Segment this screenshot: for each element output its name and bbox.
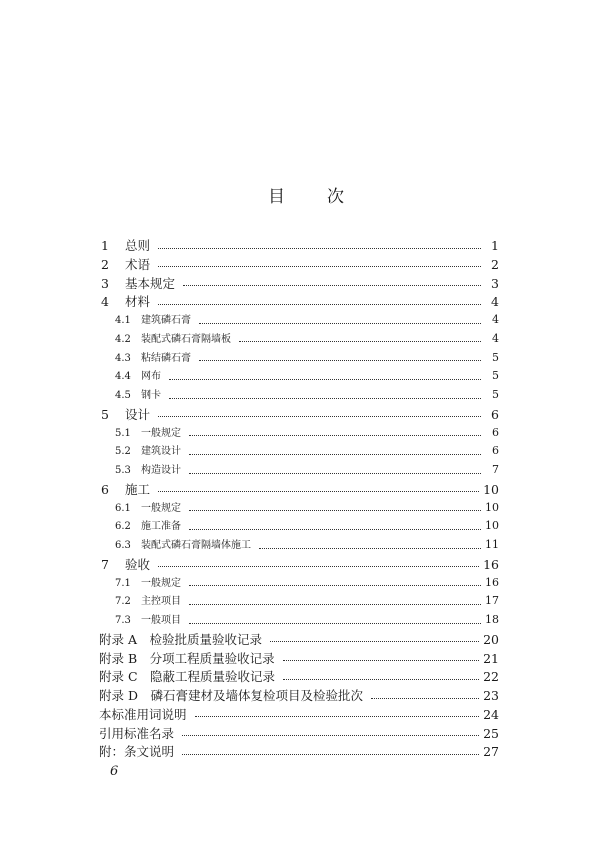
toc-leader-dots (158, 248, 481, 249)
toc-entry[interactable] (99, 742, 499, 760)
toc-entry-label: 基本规定 (125, 275, 176, 291)
toc-entry-label: 验收 (125, 556, 151, 572)
toc-entry[interactable] (99, 255, 499, 273)
toc-entry-page: 6 (492, 425, 499, 439)
toc-leader-dots (259, 548, 481, 549)
toc-entry-number: 6.3 (115, 540, 131, 551)
toc-leader-dots (169, 398, 481, 399)
toc-title (0, 182, 612, 207)
toc-entry-label: 施工准备 (141, 521, 181, 533)
toc-leader-dots (189, 454, 481, 455)
toc-entry-label: 构造设计 (141, 465, 181, 476)
toc-entry-page: 4 (492, 313, 499, 326)
toc-entry[interactable] (99, 274, 499, 292)
toc-entry-page: 23 (483, 688, 499, 703)
toc-entry[interactable] (99, 330, 499, 348)
toc-entry-page: 20 (483, 631, 499, 647)
toc-entry-page: 1 (491, 238, 499, 253)
toc-entry-page: 18 (485, 613, 499, 626)
toc-entry-page: 7 (492, 463, 499, 476)
toc-entry-label: 附录 D 磷石膏建材及墙体复检项目及检验批次 (99, 688, 363, 703)
toc-leader-dots (239, 341, 481, 342)
toc-entry-page: 16 (483, 556, 499, 572)
toc-entry[interactable] (99, 311, 499, 329)
toc-title-part2: 次 (327, 187, 344, 207)
toc-leader-dots (182, 735, 479, 736)
toc-entry-number: 3 (101, 275, 109, 291)
toc-entry-page: 5 (492, 369, 499, 383)
toc-entry-label: 装配式磷石膏隔墙体施工 (141, 540, 251, 551)
toc-entry[interactable] (99, 686, 499, 704)
toc-entry-page: 17 (485, 594, 499, 608)
toc-entry-number: 5.2 (115, 446, 131, 458)
toc-leader-dots (158, 304, 481, 305)
toc-leader-dots (195, 716, 480, 717)
toc-entry[interactable] (99, 405, 499, 423)
toc-entry-label: 一般规定 (141, 427, 181, 439)
toc-entry[interactable] (99, 480, 499, 498)
toc-leader-dots (199, 323, 481, 324)
toc-entry[interactable] (99, 386, 499, 404)
toc-leader-dots (158, 491, 479, 492)
page-number: 6 (110, 764, 119, 779)
toc-leader-dots (199, 360, 481, 361)
toc-title-part1: 目 (268, 187, 285, 207)
toc-entry-label: 附录 C 隐蔽工程质量验收记录 (99, 669, 276, 685)
toc-entry-label: 建筑磷石膏 (141, 315, 191, 326)
toc-entry[interactable] (99, 424, 499, 442)
toc-entry[interactable] (99, 499, 499, 517)
toc-entry[interactable] (99, 517, 499, 535)
toc-entry-number: 5 (101, 406, 109, 422)
toc-entry-label: 粘结磷石膏 (141, 352, 191, 364)
toc-leader-dots (189, 529, 481, 530)
toc-leader-dots (169, 379, 481, 380)
toc-entry-page: 25 (483, 725, 499, 741)
toc-entry-page: 6 (491, 406, 499, 422)
toc-entry-page: 22 (483, 669, 499, 685)
toc-entry-page: 27 (483, 744, 499, 760)
toc-entry-number: 6 (101, 481, 109, 497)
toc-leader-dots (158, 566, 479, 567)
toc-leader-dots (283, 660, 479, 661)
toc-entry-number: 4.1 (115, 315, 131, 326)
toc-entry-number: 4.3 (115, 352, 131, 364)
toc-entry[interactable] (99, 236, 499, 254)
toc-leader-dots (158, 416, 481, 417)
toc-entry-number: 7.3 (115, 615, 131, 626)
toc-entry-number: 7.1 (115, 577, 131, 589)
toc-entry-page: 2 (491, 256, 499, 272)
toc-entry-number: 4.4 (115, 371, 131, 383)
toc-entry[interactable] (99, 724, 499, 742)
toc-entry[interactable] (99, 349, 499, 367)
toc-entry-number: 4 (101, 294, 109, 310)
toc-leader-dots (189, 510, 481, 511)
toc-entry[interactable] (99, 649, 499, 667)
toc-entry[interactable] (99, 536, 499, 554)
toc-entry-number: 4.5 (115, 390, 131, 401)
toc-leader-dots (183, 285, 481, 286)
toc-entry-label: 施工 (125, 481, 151, 497)
toc-entry-label: 一般规定 (141, 502, 181, 514)
toc-entry-page: 10 (485, 519, 499, 533)
toc-entry-label: 本标准用词说明 (99, 706, 187, 722)
toc-entry[interactable] (99, 611, 499, 629)
toc-leader-dots (189, 473, 481, 474)
toc-entry-page: 3 (491, 275, 499, 291)
toc-entry-number: 5.3 (115, 465, 131, 476)
toc-entry-number: 7.2 (115, 596, 131, 608)
toc-entry[interactable] (99, 442, 499, 460)
toc-entry-number: 7 (101, 556, 109, 572)
toc-entry-page: 4 (491, 294, 499, 310)
toc-entry-page: 11 (485, 538, 499, 551)
toc-entry-label: 钢卡 (141, 390, 161, 401)
toc-entry-label: 一般规定 (141, 577, 181, 589)
toc-entry-number: 2 (101, 256, 109, 272)
toc-entry-page: 5 (492, 388, 499, 401)
toc-entry-page: 10 (483, 481, 499, 497)
toc-entry-page: 5 (492, 350, 499, 364)
toc-entry-number: 5.1 (115, 427, 131, 439)
toc-entry[interactable] (99, 705, 499, 723)
toc-entry[interactable] (99, 555, 499, 573)
toc-entry[interactable] (99, 592, 499, 610)
toc-leader-dots (189, 623, 481, 624)
toc-entry-number: 6.1 (115, 502, 131, 514)
toc-leader-dots (158, 266, 481, 267)
toc-leader-dots (189, 585, 481, 586)
toc-entry-label: 主控项目 (141, 596, 181, 608)
toc-entry-label: 附：条文说明 (99, 744, 175, 760)
toc-leader-dots (182, 754, 479, 755)
toc-entry-label: 建筑设计 (141, 446, 181, 458)
toc-entry-page: 21 (483, 650, 499, 666)
toc-entry-label: 一般项目 (141, 615, 181, 626)
toc-entry-page: 24 (483, 706, 499, 722)
toc-entry-number: 1 (101, 238, 109, 253)
toc-entry-label: 术语 (125, 256, 151, 272)
toc-entry-page: 10 (485, 500, 499, 514)
toc-leader-dots (270, 641, 479, 642)
toc-entry-number: 6.2 (115, 521, 131, 533)
toc-entry[interactable] (99, 667, 499, 685)
toc-entry-label: 材料 (125, 294, 151, 310)
toc-leader-dots (189, 435, 481, 436)
toc-entry-page: 16 (485, 575, 499, 589)
toc-leader-dots (371, 698, 479, 699)
toc-entry-label: 设计 (125, 406, 151, 422)
toc-entry[interactable] (99, 292, 499, 310)
toc-entry-page: 4 (492, 331, 499, 345)
toc-entry[interactable] (99, 630, 499, 648)
toc-entry[interactable] (99, 574, 499, 592)
toc-entry-page: 6 (492, 444, 499, 458)
toc-entry[interactable] (99, 367, 499, 385)
toc-entry-label: 总则 (125, 238, 151, 253)
toc-entry-label: 附录 A 检验批质量验收记录 (99, 631, 263, 647)
toc-entry-label: 附录 B 分项工程质量验收记录 (99, 650, 275, 666)
toc-leader-dots (189, 604, 481, 605)
toc-entry-label: 网布 (141, 371, 161, 383)
toc-entry-number: 4.2 (115, 333, 131, 345)
toc-entry-label: 引用标准名录 (99, 725, 175, 741)
toc-leader-dots (283, 679, 479, 680)
toc-entry-label: 装配式磷石膏隔墙板 (141, 333, 231, 345)
toc-entry[interactable] (99, 461, 499, 479)
